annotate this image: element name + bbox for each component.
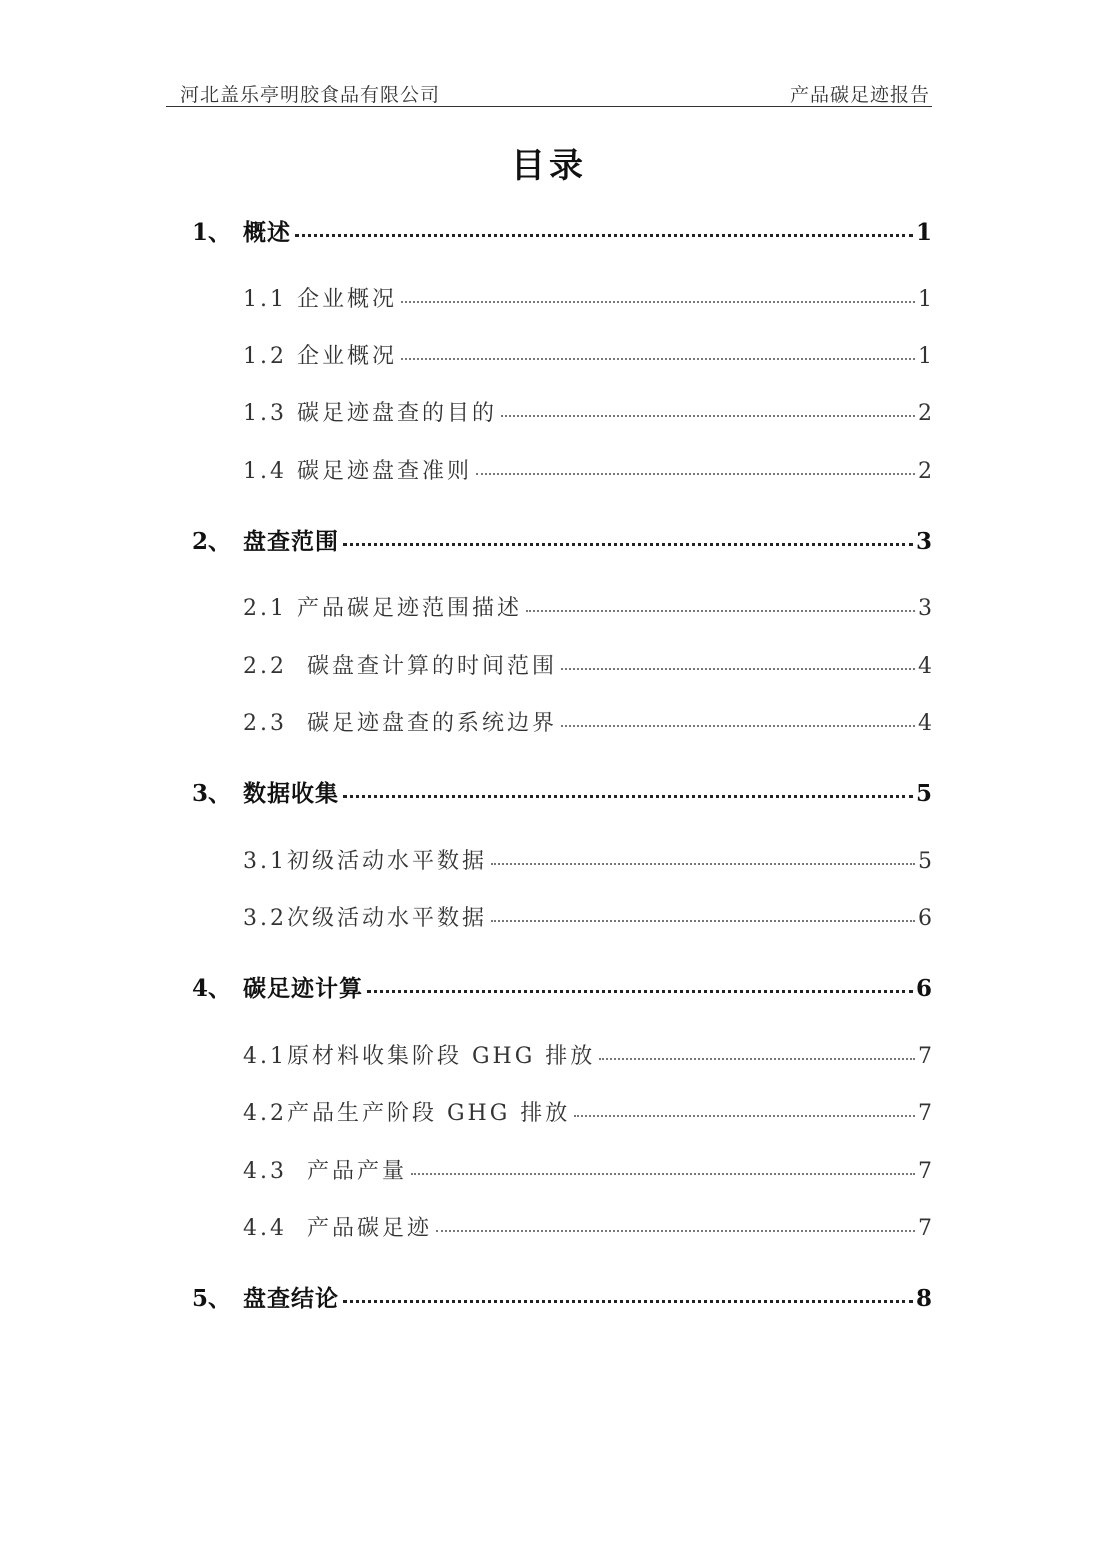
toc-page-number: 8 <box>915 1285 932 1312</box>
toc-page-number: 5 <box>915 780 932 807</box>
toc-page-number: 7 <box>918 1216 932 1241</box>
toc-entry-label: 3.2次级活动水平数据 <box>243 906 487 931</box>
toc-entry-label: 1.4 碳足迹盘查准则 <box>243 459 472 484</box>
toc-page-number: 7 <box>918 1044 932 1069</box>
toc-entry-label: 2.2 碳盘查计算的时间范围 <box>243 654 557 679</box>
toc-entry-subsection[interactable] <box>243 1154 932 1190</box>
toc-page-number: 7 <box>918 1159 932 1184</box>
toc-entry-subsection[interactable] <box>243 1039 932 1075</box>
toc-page-number: 3 <box>918 596 932 621</box>
toc-page-number: 5 <box>918 849 932 874</box>
toc-section-number: 4、 <box>192 975 232 1002</box>
toc-page-number: 1 <box>915 219 932 246</box>
toc-section-number: 3、 <box>192 780 232 807</box>
toc-leader-dots <box>526 609 915 612</box>
toc-leader-dots <box>599 1057 915 1060</box>
toc-entry-subsection[interactable] <box>243 396 932 432</box>
toc-entry-subsection[interactable] <box>243 706 932 742</box>
toc-section-number: 2、 <box>192 528 232 555</box>
toc-entry-label: 4.3 产品产量 <box>243 1159 407 1184</box>
toc-leader-dots <box>411 1172 915 1175</box>
toc-page-number: 2 <box>918 401 932 426</box>
toc-page-number: 2 <box>918 459 932 484</box>
toc-leader-dots <box>501 414 915 417</box>
toc-leader-dots <box>343 794 913 798</box>
header-document-title: 产品碳足迹报告 <box>789 84 930 106</box>
toc-leader-dots <box>343 1299 913 1303</box>
toc-page-number: 4 <box>918 654 932 679</box>
toc-leader-dots <box>436 1229 915 1232</box>
toc-leader-dots <box>401 300 915 303</box>
toc-page-number: 6 <box>915 975 932 1002</box>
toc-entry-subsection[interactable] <box>243 454 932 490</box>
toc-page-number: 1 <box>918 344 932 369</box>
toc-entry-label: 1.3 碳足迹盘查的目的 <box>243 401 497 426</box>
toc-entry-label: 盘查范围 <box>243 528 339 555</box>
toc-leader-dots <box>367 989 913 993</box>
toc-entry-subsection[interactable] <box>243 339 932 375</box>
toc-entry-label: 4.1原材料收集阶段 GHG 排放 <box>243 1044 596 1069</box>
toc-entry-subsection[interactable] <box>243 649 932 685</box>
toc-entry-subsection[interactable] <box>243 591 932 627</box>
toc-entry-subsection[interactable] <box>243 844 932 880</box>
page-title: 目录 <box>511 146 587 186</box>
toc-entry-label: 盘查结论 <box>243 1285 339 1312</box>
toc-leader-dots <box>295 233 913 237</box>
toc-entry-label: 4.2产品生产阶段 GHG 排放 <box>243 1101 571 1126</box>
toc-page-number: 6 <box>918 906 932 931</box>
page-header <box>166 76 932 107</box>
toc-entry-section[interactable] <box>243 1280 932 1316</box>
toc-entry-section[interactable] <box>243 523 932 559</box>
toc-leader-dots <box>574 1114 915 1117</box>
toc-leader-dots <box>491 919 915 922</box>
header-company-name: 河北盖乐亭明胶食品有限公司 <box>180 84 441 106</box>
toc-entry-label: 1.1 企业概况 <box>243 287 397 312</box>
toc-page-number: 7 <box>918 1101 932 1126</box>
toc-entry-section[interactable] <box>243 775 932 811</box>
toc-page-number: 4 <box>918 711 932 736</box>
toc-entry-subsection[interactable] <box>243 1096 932 1132</box>
toc-entry-label: 概述 <box>243 219 291 246</box>
toc-entry-subsection[interactable] <box>243 901 932 937</box>
toc-leader-dots <box>401 357 915 360</box>
toc-leader-dots <box>476 472 915 475</box>
toc-leader-dots <box>343 542 913 546</box>
toc-entry-subsection[interactable] <box>243 282 932 318</box>
toc-entry-section[interactable] <box>243 214 932 250</box>
toc-entry-label: 3.1初级活动水平数据 <box>243 849 487 874</box>
toc-page-number: 3 <box>915 528 932 555</box>
toc-leader-dots <box>561 667 915 670</box>
toc-entry-section[interactable] <box>243 970 932 1006</box>
toc-entry-label: 2.1 产品碳足迹范围描述 <box>243 596 522 621</box>
toc-entry-label: 1.2 企业概况 <box>243 344 397 369</box>
toc-entry-label: 数据收集 <box>243 780 339 807</box>
toc-page-number: 1 <box>918 287 932 312</box>
toc-section-number: 5、 <box>192 1285 232 1312</box>
toc-leader-dots <box>491 862 915 865</box>
toc-entry-label: 4.4 产品碳足迹 <box>243 1216 432 1241</box>
toc-entry-label: 2.3 碳足迹盘查的系统边界 <box>243 711 557 736</box>
toc-section-number: 1、 <box>192 219 232 246</box>
toc-entry-label: 碳足迹计算 <box>243 975 363 1002</box>
toc-leader-dots <box>561 724 915 727</box>
toc-entry-subsection[interactable] <box>243 1211 932 1247</box>
